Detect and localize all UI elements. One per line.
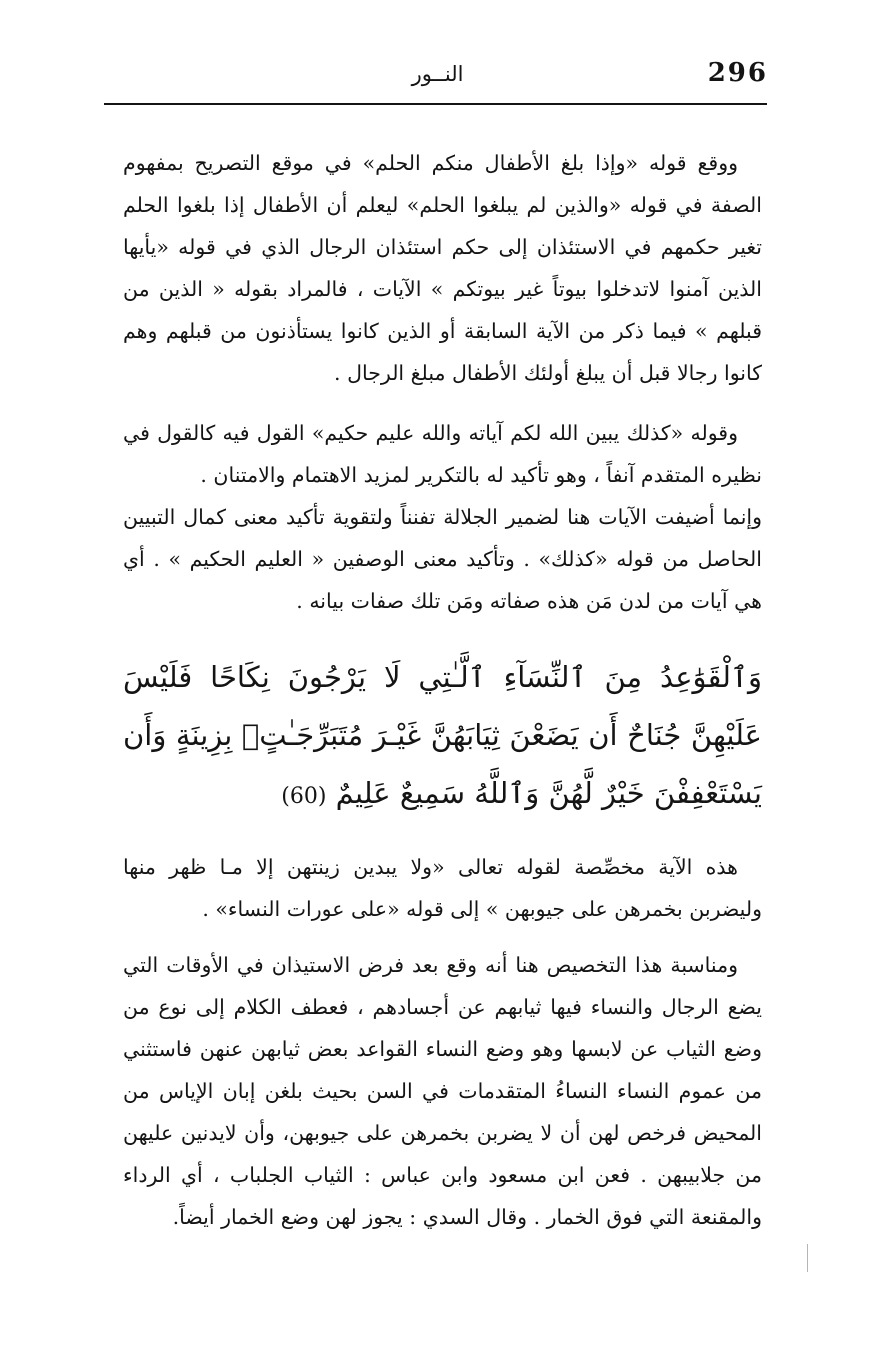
page-body xyxy=(123,142,762,1238)
page-number: 296 xyxy=(707,58,768,88)
quran-verse xyxy=(123,648,762,826)
paragraph-2: وقوله «كذلك يبين الله لكم آياته والله عليم حكيم» القول فيه كالقول في نظيره المتقدم آنفاً ، وهو تأكيد له بالتكرير لمزيد الاهتمام والامتنان . xyxy=(123,421,762,487)
paragraph-1: ووقع قوله «وإذا بلغ الأطفال منكم الحلم» في موقع التصريح بمفهوم الصفة في قوله «والذين لم يبلغوا الحلم» ليعلم أن الأطفال إذا بلغوا الحلم تغير حكمهم في الاستئذان إلى حكم استئذان الرجال الذي في قوله «يأيها الذين آمنوا لاتدخلوا بيوتاً غير بيوتكم » الآيات ، فالمراد بقوله « الذين من قبلهم » فيما ذكر من الآية السابقة أو الذين كانوا يستأذنون من قبلهم وهم كانوا رجالا قبل أن يبلغ أولئك الأطفال مبلغ الرجال . xyxy=(123,151,762,385)
header-rule xyxy=(104,103,767,105)
verse-text: وَٱلْقَوَٰعِدُ مِنَ ٱلنِّسَآءِ ٱلَّـٰتِي لَا يَرْجُونَ نِكَاحًا فَلَيْسَ عَلَيْهِنَّ جُنَاحٌ أَن يَضَعْنَ ثِيَابَهُنَّ غَيْـرَ مُتَبَرِّجَـٰتٍۭ بِزِينَةٍ وَأَن يَسْتَعْفِفْنَ خَيْرٌ لَّهُنَّ وَٱللَّهُ سَمِيعٌ عَلِيمٌ xyxy=(123,660,762,810)
paragraph-4: هذه الآية مخصِّصة لقوله تعالى «ولا يبدين زينتهن إلا مـا ظهر منها وليضربن بخمرهن على جيوبهن » إلى قوله «على عورات النساء» . xyxy=(123,855,762,921)
verse-number: (60) xyxy=(281,784,327,809)
running-title: النــور xyxy=(411,62,464,86)
page-header xyxy=(107,58,768,102)
paragraph-5: ومناسبة هذا التخصيص هنا أنه وقع بعد فرض الاستيذان في الأوقات التي يضع الرجال والنساء فيها ثيابهم عن أجسادهم ، فعطف الكلام إلى نوع من وضع الثياب عن لابسها وهو وضع النساء القواعد بعض ثيابهن عنهن فاستثني من عموم النساء النساءُ المتقدمات في السن بحيث بلغن إبان الإياس من المحيض فرخص لهن أن لا يضربن بخمرهن على جيوبهن، وأن لايدنين عليهن من جلابيبهن . فعن ابن مسعود وابن عباس : الثياب الجلباب ، أي الرداء والمقنعة التي فوق الخمار . وقال السدي : يجوز لهن وضع الخمار أيضاً. xyxy=(123,953,762,1229)
margin-mark xyxy=(807,1244,808,1272)
paragraph-3: وإنما أضيفت الآيات هنا لضمير الجلالة تفنناً ولتقوية تأكيد معنى كمال التبيين الحاصل من قوله «كذلك» . وتأكيد معنى الوصفين « العليم الحكيم » . أي هي آيات من لدن مَن هذه صفاته ومَن تلك صفات بيانه . xyxy=(123,505,762,613)
